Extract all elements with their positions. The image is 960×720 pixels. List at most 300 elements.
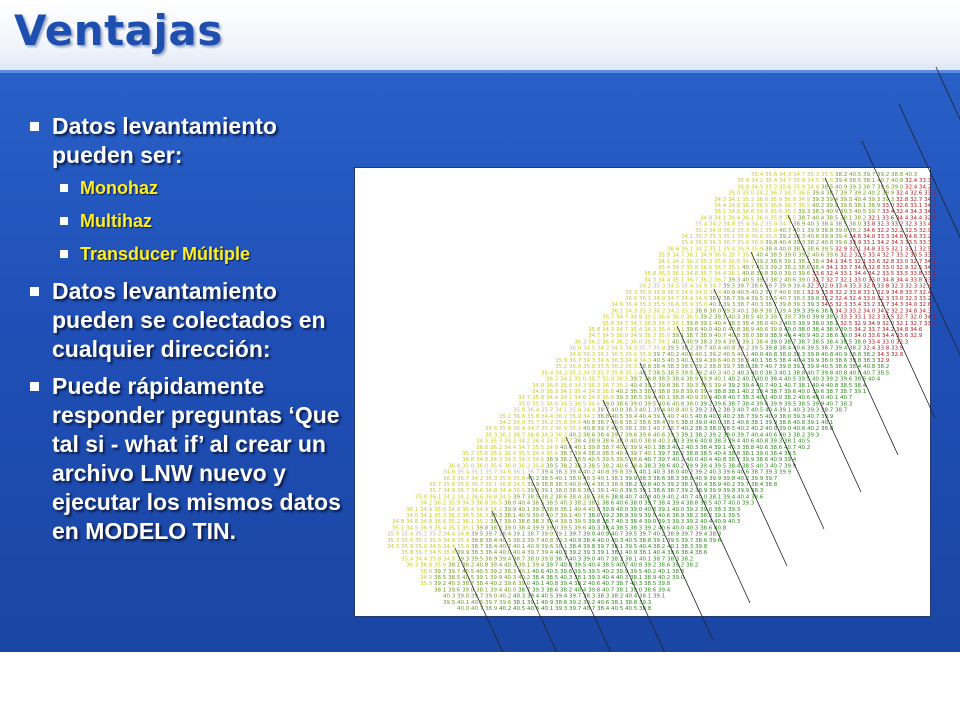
sounding-label: 40.6 bbox=[616, 463, 629, 470]
sounding-label: 38.5 bbox=[840, 382, 853, 389]
sounding-label: 36.9 bbox=[751, 240, 764, 247]
sounding-label: 40.5 bbox=[681, 413, 694, 420]
sounding-label: 39.5 bbox=[667, 420, 680, 426]
sounding-label: 33.5 bbox=[877, 246, 890, 253]
sounding-label: 40.0 bbox=[723, 358, 736, 364]
sounding-label: 39.3 bbox=[868, 196, 881, 203]
sounding-label: 38.2 bbox=[700, 513, 713, 519]
sounding-label: 34.6 bbox=[863, 227, 876, 234]
sounding-label: 39.8 bbox=[807, 351, 820, 358]
sounding-label: 40.2 bbox=[667, 351, 680, 358]
sounding-label: 34.8 bbox=[891, 289, 904, 296]
sounding-label: 38.4 bbox=[681, 550, 694, 557]
sounding-label: 34.5 bbox=[569, 420, 582, 426]
sounding-label: 39.9 bbox=[807, 227, 820, 234]
sounding-label: 34.6 bbox=[471, 488, 484, 495]
sounding-label: 39.1 bbox=[518, 562, 531, 569]
sounding-label: 33.7 bbox=[905, 289, 918, 296]
sounding-label: 36.3 bbox=[546, 389, 559, 395]
sounding-label: 40.4 bbox=[737, 494, 750, 501]
sounding-label: 34.2 bbox=[877, 308, 890, 315]
sounding-label: 40.2 bbox=[499, 593, 512, 600]
sounding-label: 38.6 bbox=[583, 432, 596, 439]
sounding-label: 40.1 bbox=[574, 444, 587, 451]
sounding-label: 36.9 bbox=[737, 246, 750, 253]
sounding-label: 40.7 bbox=[863, 370, 876, 377]
sounding-label: 40.4 bbox=[854, 196, 867, 203]
sounding-label: 39.1 bbox=[714, 444, 727, 451]
sounding-label: 39.3 bbox=[756, 277, 769, 284]
sounding-label: 40.3 bbox=[443, 593, 456, 600]
sounding-label: 36.8 bbox=[499, 482, 512, 488]
sounding-label: 40.4 bbox=[602, 575, 615, 581]
sounding-label: 40.9 bbox=[569, 537, 582, 544]
sounding-label: 38.4 bbox=[849, 364, 862, 371]
sounding-label: 38.5 bbox=[765, 358, 778, 364]
sounding-label: 34.9 bbox=[630, 314, 643, 321]
sounding-label: 40.9 bbox=[798, 333, 811, 340]
sounding-label: 39.6 bbox=[504, 581, 517, 588]
sounding-label: 40.6 bbox=[812, 252, 825, 259]
sounding-label: 38.4 bbox=[485, 544, 498, 550]
sounding-label: 34.2 bbox=[499, 420, 512, 426]
sounding-label: 38.8 bbox=[821, 227, 834, 234]
sounding-label: 40.8 bbox=[583, 420, 596, 426]
sounding-label: 38.1 bbox=[560, 506, 573, 513]
sounding-label: 38.4 bbox=[574, 438, 587, 445]
sounding-label: 32.4 bbox=[826, 271, 839, 278]
sounding-label: 40.5 bbox=[751, 407, 764, 414]
sounding-label: 39.6 bbox=[812, 389, 825, 395]
sounding-label: 36.1 bbox=[597, 351, 610, 358]
sounding-label: 32.9 bbox=[919, 283, 932, 290]
sounding-label: 38.3 bbox=[714, 438, 727, 445]
sounding-label: 38.1 bbox=[728, 389, 741, 395]
sounding-label: 38.3 bbox=[709, 531, 722, 538]
sounding-label: 38.3 bbox=[695, 426, 708, 433]
sounding-label: 33.6 bbox=[924, 320, 937, 327]
sounding-label: 39.5 bbox=[798, 376, 811, 383]
sounding-label: 38.2 bbox=[863, 351, 876, 358]
sounding-label: 39.4 bbox=[569, 469, 582, 476]
sounding-label: 35.6 bbox=[457, 482, 470, 488]
sounding-label: 39.7 bbox=[611, 432, 624, 439]
sounding-label: 39.7 bbox=[569, 593, 582, 600]
sounding-label: 39.1 bbox=[653, 593, 666, 600]
sounding-label: 34.3 bbox=[574, 382, 587, 389]
sounding-label: 38.6 bbox=[569, 488, 582, 495]
sounding-label: 39.3 bbox=[728, 506, 741, 513]
sounding-label: 39.2 bbox=[434, 581, 447, 588]
sounding-label: 39.2 bbox=[700, 314, 713, 321]
sounding-label: 35.4 bbox=[434, 525, 447, 532]
sounding-label: 34.4 bbox=[658, 277, 671, 284]
sounding-label: 40.5 bbox=[476, 568, 489, 575]
sounding-label: 34.8 bbox=[406, 519, 419, 526]
sounding-label: 33.1 bbox=[910, 203, 923, 209]
sounding-label: 38.9 bbox=[770, 333, 783, 340]
sounding-label: 36.5 bbox=[756, 203, 769, 209]
sounding-label: 35.9 bbox=[420, 581, 433, 588]
sounding-label: 38.4 bbox=[658, 500, 671, 507]
sounding-label: 32.4 bbox=[896, 209, 909, 216]
sounding-label: 39.8 bbox=[588, 519, 601, 526]
sounding-label: 39.0 bbox=[784, 252, 797, 259]
sounding-label: 38.8 bbox=[714, 389, 727, 395]
sounding-label: 40.0 bbox=[672, 506, 685, 513]
sounding-label: 40.3 bbox=[504, 575, 517, 581]
sounding-label: 39.7 bbox=[765, 283, 778, 290]
sounding-label: 32.7 bbox=[910, 320, 923, 327]
sounding-label: 40.5 bbox=[499, 537, 512, 544]
sounding-label: 39.2 bbox=[695, 370, 708, 377]
sounding-label: 40.7 bbox=[602, 587, 615, 594]
sounding-label: 39.3 bbox=[793, 308, 806, 315]
sounding-label: 34.1 bbox=[826, 265, 839, 271]
sounding-label: 36.8 bbox=[476, 500, 489, 507]
sounding-label: 38.7 bbox=[462, 581, 475, 588]
sounding-label: 40.6 bbox=[793, 345, 806, 352]
sounding-label: 39.0 bbox=[770, 271, 783, 278]
sounding-label: 36.3 bbox=[611, 358, 624, 364]
sounding-label: 34.1 bbox=[420, 513, 433, 519]
sounding-label: 34.0 bbox=[532, 389, 545, 395]
sounding-label: 40.4 bbox=[714, 320, 727, 327]
sounding-label: 32.5 bbox=[840, 320, 853, 327]
sounding-label: 40.3 bbox=[779, 432, 792, 439]
sounding-label: 39.8 bbox=[588, 587, 601, 594]
sounding-label: 40.6 bbox=[532, 568, 545, 575]
sounding-label: 38.1 bbox=[555, 544, 568, 550]
sounding-label: 34.8 bbox=[723, 221, 736, 228]
sounding-label: 40.7 bbox=[784, 382, 797, 389]
sounding-label: 38.7 bbox=[863, 184, 876, 191]
sounding-label: 40.7 bbox=[779, 296, 792, 302]
sounding-label: 40.2 bbox=[583, 469, 596, 476]
sounding-label: 40.9 bbox=[518, 513, 531, 519]
sounding-label: 40.9 bbox=[686, 339, 699, 346]
sounding-label: 38.4 bbox=[630, 463, 643, 470]
sounding-label: 38.1 bbox=[840, 215, 853, 222]
sounding-label: 38.5 bbox=[546, 575, 559, 581]
sounding-label: 38.6 bbox=[751, 494, 764, 501]
sounding-label: 40.6 bbox=[560, 444, 573, 451]
sounding-label: 40.4 bbox=[812, 215, 825, 222]
sounding-label: 39.0 bbox=[457, 593, 470, 600]
sounding-label: 33.4 bbox=[868, 339, 881, 346]
sounding-label: 39.1 bbox=[714, 513, 727, 519]
sounding-label: 38.2 bbox=[574, 500, 587, 507]
sounding-label: 39.7 bbox=[863, 172, 876, 178]
sounding-label: 39.2 bbox=[709, 351, 722, 358]
sounding-label: 38.6 bbox=[807, 246, 820, 253]
sounding-label: 38.3 bbox=[555, 469, 568, 476]
sounding-label: 39.8 bbox=[588, 444, 601, 451]
sounding-label: 34.3 bbox=[518, 457, 531, 464]
sounding-label: 38.5 bbox=[700, 451, 713, 457]
sounding-label: 34.2 bbox=[639, 283, 652, 290]
sounding-label: 40.3 bbox=[630, 581, 643, 588]
sounding-label: 39.9 bbox=[560, 519, 573, 526]
sounding-label: 40.7 bbox=[625, 494, 638, 501]
sounding-label: 35.5 bbox=[518, 451, 531, 457]
sounding-label: 36.0 bbox=[756, 196, 769, 203]
sounding-label: 39.1 bbox=[700, 320, 713, 327]
sounding-label: 34.9 bbox=[443, 488, 456, 495]
sounding-label: 40.0 bbox=[765, 426, 778, 433]
sounding-label: 38.1 bbox=[751, 420, 764, 426]
sounding-label: 38.1 bbox=[625, 556, 638, 563]
sounding-label: 39.7 bbox=[597, 544, 610, 550]
sounding-label: 32.9 bbox=[910, 333, 923, 340]
sounding-label: 32.4 bbox=[849, 296, 862, 302]
sounding-label: 40.3 bbox=[728, 444, 741, 451]
sounding-label: 39.5 bbox=[574, 519, 587, 526]
sounding-label: 40.2 bbox=[490, 581, 503, 588]
sounding-label: 35.0 bbox=[770, 209, 783, 216]
sounding-label: 40.0 bbox=[728, 500, 741, 507]
sounding-label: 38.5 bbox=[821, 184, 834, 191]
sounding-label: 39.3 bbox=[686, 382, 699, 389]
sounding-label: 38.6 bbox=[639, 420, 652, 426]
bottom-strip bbox=[0, 652, 960, 720]
sounding-label: 38.3 bbox=[574, 463, 587, 470]
sounding-label: 38.7 bbox=[672, 382, 685, 389]
sounding-label: 34.3 bbox=[891, 302, 904, 309]
sounding-label: 35.2 bbox=[695, 227, 708, 234]
sounding-label: 39.5 bbox=[751, 345, 764, 352]
sounding-label: 38.4 bbox=[756, 339, 769, 346]
sub-bullet-multihaz bbox=[60, 211, 350, 232]
sounding-label: 36.6 bbox=[658, 314, 671, 321]
sounding-label: 36.5 bbox=[667, 289, 680, 296]
sounding-label: 40.2 bbox=[672, 463, 685, 470]
sounding-label: 38.1 bbox=[597, 488, 610, 495]
sounding-label: 34.4 bbox=[415, 556, 428, 563]
sounding-label: 39.7 bbox=[569, 531, 582, 538]
sounding-label: 38.2 bbox=[602, 463, 615, 470]
sounding-label: 35.4 bbox=[751, 172, 764, 178]
sounding-label: 38.3 bbox=[700, 339, 713, 346]
sounding-label: 38.3 bbox=[793, 234, 806, 240]
sounding-label: 36.7 bbox=[513, 432, 526, 439]
sounding-label: 35.7 bbox=[644, 339, 657, 346]
sounding-label: 34.5 bbox=[429, 544, 442, 550]
sounding-label: 38.7 bbox=[667, 426, 680, 433]
sounding-label: 40.8 bbox=[821, 351, 834, 358]
sounding-label: 39.4 bbox=[700, 395, 713, 402]
sounding-label: 38.2 bbox=[541, 494, 554, 501]
sub-bullet-text: Multihaz bbox=[80, 211, 152, 231]
sounding-label: 38.7 bbox=[821, 407, 834, 414]
sounding-label: 35.8 bbox=[429, 556, 442, 563]
sounding-label: 38.3 bbox=[840, 401, 853, 408]
sounding-label: 39.0 bbox=[700, 506, 713, 513]
sounding-label: 32.6 bbox=[896, 203, 909, 209]
sounding-label: 34.2 bbox=[555, 370, 568, 377]
sounding-label: 39.0 bbox=[504, 525, 517, 532]
sounding-label: 39.5 bbox=[574, 562, 587, 569]
sounding-label: 38.5 bbox=[854, 376, 867, 383]
sounding-label: 33.0 bbox=[868, 277, 881, 284]
sounding-label: 34.0 bbox=[653, 296, 666, 302]
sounding-label: 38.1 bbox=[625, 426, 638, 433]
sounding-label: 40.5 bbox=[513, 606, 526, 612]
sounding-label: 40.0 bbox=[798, 389, 811, 395]
sounding-label: 38.2 bbox=[560, 463, 573, 470]
sounding-label: 40.1 bbox=[793, 227, 806, 234]
sounding-label: 38.6 bbox=[798, 265, 811, 271]
sounding-label: 36.6 bbox=[798, 190, 811, 197]
sounding-label: 40.4 bbox=[588, 562, 601, 569]
sounding-label: 38.9 bbox=[686, 376, 699, 383]
sounding-label: 38.6 bbox=[658, 562, 671, 569]
sounding-label: 40.3 bbox=[812, 376, 825, 383]
sounding-label: 39.8 bbox=[756, 271, 769, 278]
sounding-label: 38.5 bbox=[700, 382, 713, 389]
sounding-label: 40.6 bbox=[658, 401, 671, 408]
sounding-label: 39.0 bbox=[807, 296, 820, 302]
sounding-label: 33.6 bbox=[868, 258, 881, 265]
sounding-label: 34.9 bbox=[700, 252, 713, 259]
sounding-label: 40.0 bbox=[756, 376, 769, 383]
sounding-label: 32.3 bbox=[905, 296, 918, 302]
sounding-label: 35.6 bbox=[443, 482, 456, 488]
sounding-label: 34.7 bbox=[709, 283, 722, 290]
sounding-label: 38.4 bbox=[485, 550, 498, 557]
sounding-label: 40.5 bbox=[462, 575, 475, 581]
sounding-label: 35.6 bbox=[476, 451, 489, 457]
sounding-label: 36.5 bbox=[574, 401, 587, 408]
sounding-label: 39.6 bbox=[709, 537, 722, 544]
sounding-label: 33.1 bbox=[905, 246, 918, 253]
sounding-label: 35.1 bbox=[490, 451, 503, 457]
slide-title: Ventajas bbox=[14, 6, 223, 55]
sounding-label: 32.3 bbox=[896, 339, 909, 346]
sounding-label: 32.6 bbox=[910, 190, 923, 197]
sounding-label: 39.4 bbox=[835, 234, 848, 240]
sounding-label: 40.5 bbox=[625, 606, 638, 612]
sounding-label: 38.7 bbox=[471, 544, 484, 550]
sounding-label: 39.3 bbox=[639, 599, 652, 606]
sounding-label: 38.6 bbox=[779, 420, 792, 426]
sounding-label: 38.5 bbox=[574, 457, 587, 464]
sounding-label: 38.4 bbox=[672, 376, 685, 383]
sounding-label: 34.4 bbox=[896, 215, 909, 222]
sounding-label: 34.1 bbox=[583, 413, 596, 420]
sounding-label: 39.7 bbox=[546, 562, 559, 569]
sounding-label: 32.9 bbox=[877, 358, 890, 364]
sounding-label: 36.8 bbox=[602, 389, 615, 395]
sounding-label: 39.3 bbox=[840, 209, 853, 216]
sounding-label: 38.4 bbox=[485, 537, 498, 544]
sounding-label: 39.1 bbox=[742, 339, 755, 346]
bullet-any-direction bbox=[30, 277, 350, 364]
sounding-label: 34.6 bbox=[588, 401, 601, 408]
sounding-label: 38.3 bbox=[490, 513, 503, 519]
sounding-label: 33.7 bbox=[868, 327, 881, 333]
sounding-label: 40.3 bbox=[709, 469, 722, 476]
sounding-label: 36.0 bbox=[476, 463, 489, 470]
sounding-label: 36.7 bbox=[602, 314, 615, 321]
sounding-label: 34.5 bbox=[751, 184, 764, 191]
sounding-label: 38.5 bbox=[770, 252, 783, 259]
sounding-label: 36.8 bbox=[527, 432, 540, 439]
sounding-label: 35.8 bbox=[644, 271, 657, 278]
sounding-label: 39.7 bbox=[630, 376, 643, 383]
sounding-label: 39.2 bbox=[854, 190, 867, 197]
sounding-label: 38.4 bbox=[770, 451, 783, 457]
sounding-label: 38.9 bbox=[751, 308, 764, 315]
sounding-label: 40.0 bbox=[499, 550, 512, 557]
sounding-label: 34.2 bbox=[882, 327, 895, 333]
sounding-label: 34.2 bbox=[471, 475, 484, 482]
sounding-label: 33.4 bbox=[835, 283, 848, 290]
sounding-label: 39.8 bbox=[583, 544, 596, 550]
sounding-label: 40.3 bbox=[905, 172, 918, 178]
sounding-label: 40.7 bbox=[742, 265, 755, 271]
sounding-label: 39.6 bbox=[826, 252, 839, 259]
sounding-label: 32.2 bbox=[891, 227, 904, 234]
sounding-label: 34.3 bbox=[910, 209, 923, 216]
sounding-label: 32.9 bbox=[854, 320, 867, 327]
sounding-label: 40.8 bbox=[756, 438, 769, 445]
sounding-label: 33.1 bbox=[840, 271, 853, 278]
sounding-label: 35.7 bbox=[541, 407, 554, 414]
sounding-label: 36.1 bbox=[742, 215, 755, 222]
survey-line bbox=[936, 67, 960, 307]
sounding-label: 39.3 bbox=[527, 488, 540, 495]
sounding-label: 36.8 bbox=[737, 184, 750, 191]
sounding-label: 33.4 bbox=[849, 302, 862, 309]
sounding-label: 35.6 bbox=[737, 234, 750, 240]
sounding-label: 36.7 bbox=[527, 469, 540, 476]
sounding-label: 36.0 bbox=[625, 296, 638, 302]
sounding-label: 35.6 bbox=[779, 184, 792, 191]
sounding-label: 39.2 bbox=[793, 364, 806, 371]
sounding-label: 35.9 bbox=[770, 215, 783, 222]
sounding-label: 34.8 bbox=[807, 184, 820, 191]
sounding-label: 40.5 bbox=[588, 457, 601, 464]
sounding-label: 40.7 bbox=[574, 513, 587, 519]
sounding-label: 36.6 bbox=[513, 413, 526, 420]
sounding-label: 34.7 bbox=[667, 296, 680, 302]
sounding-label: 32.3 bbox=[905, 221, 918, 228]
sounding-label: 36.4 bbox=[527, 407, 540, 414]
sounding-label bbox=[849, 240, 862, 246]
sounding-label: 38.0 bbox=[527, 556, 540, 563]
sounding-label: 32.4 bbox=[835, 296, 848, 302]
sounding-label: 38.7 bbox=[798, 215, 811, 222]
sounding-label: 39.6 bbox=[723, 469, 736, 476]
sounding-label: 40.4 bbox=[765, 407, 778, 414]
sounding-label: 35.3 bbox=[625, 289, 638, 296]
sounding-label: 39.1 bbox=[597, 550, 610, 557]
sounding-label: 35.1 bbox=[723, 234, 736, 240]
sounding-label: 36.3 bbox=[443, 475, 456, 482]
sounding-label: 35.2 bbox=[681, 308, 694, 315]
sounding-label: 36.7 bbox=[723, 240, 736, 247]
sounding-label: 34.8 bbox=[476, 457, 489, 464]
sounding-label: 38.1 bbox=[504, 513, 517, 519]
sounding-label: 38.6 bbox=[630, 457, 643, 464]
sounding-label: 36.3 bbox=[583, 351, 596, 358]
sounding-label: 36.4 bbox=[602, 339, 615, 346]
sounding-label: 39.5 bbox=[630, 568, 643, 575]
sounding-label: 40.8 bbox=[723, 345, 736, 352]
sounding-label: 34.0 bbox=[443, 469, 456, 476]
sounding-label: 36.2 bbox=[434, 500, 447, 507]
